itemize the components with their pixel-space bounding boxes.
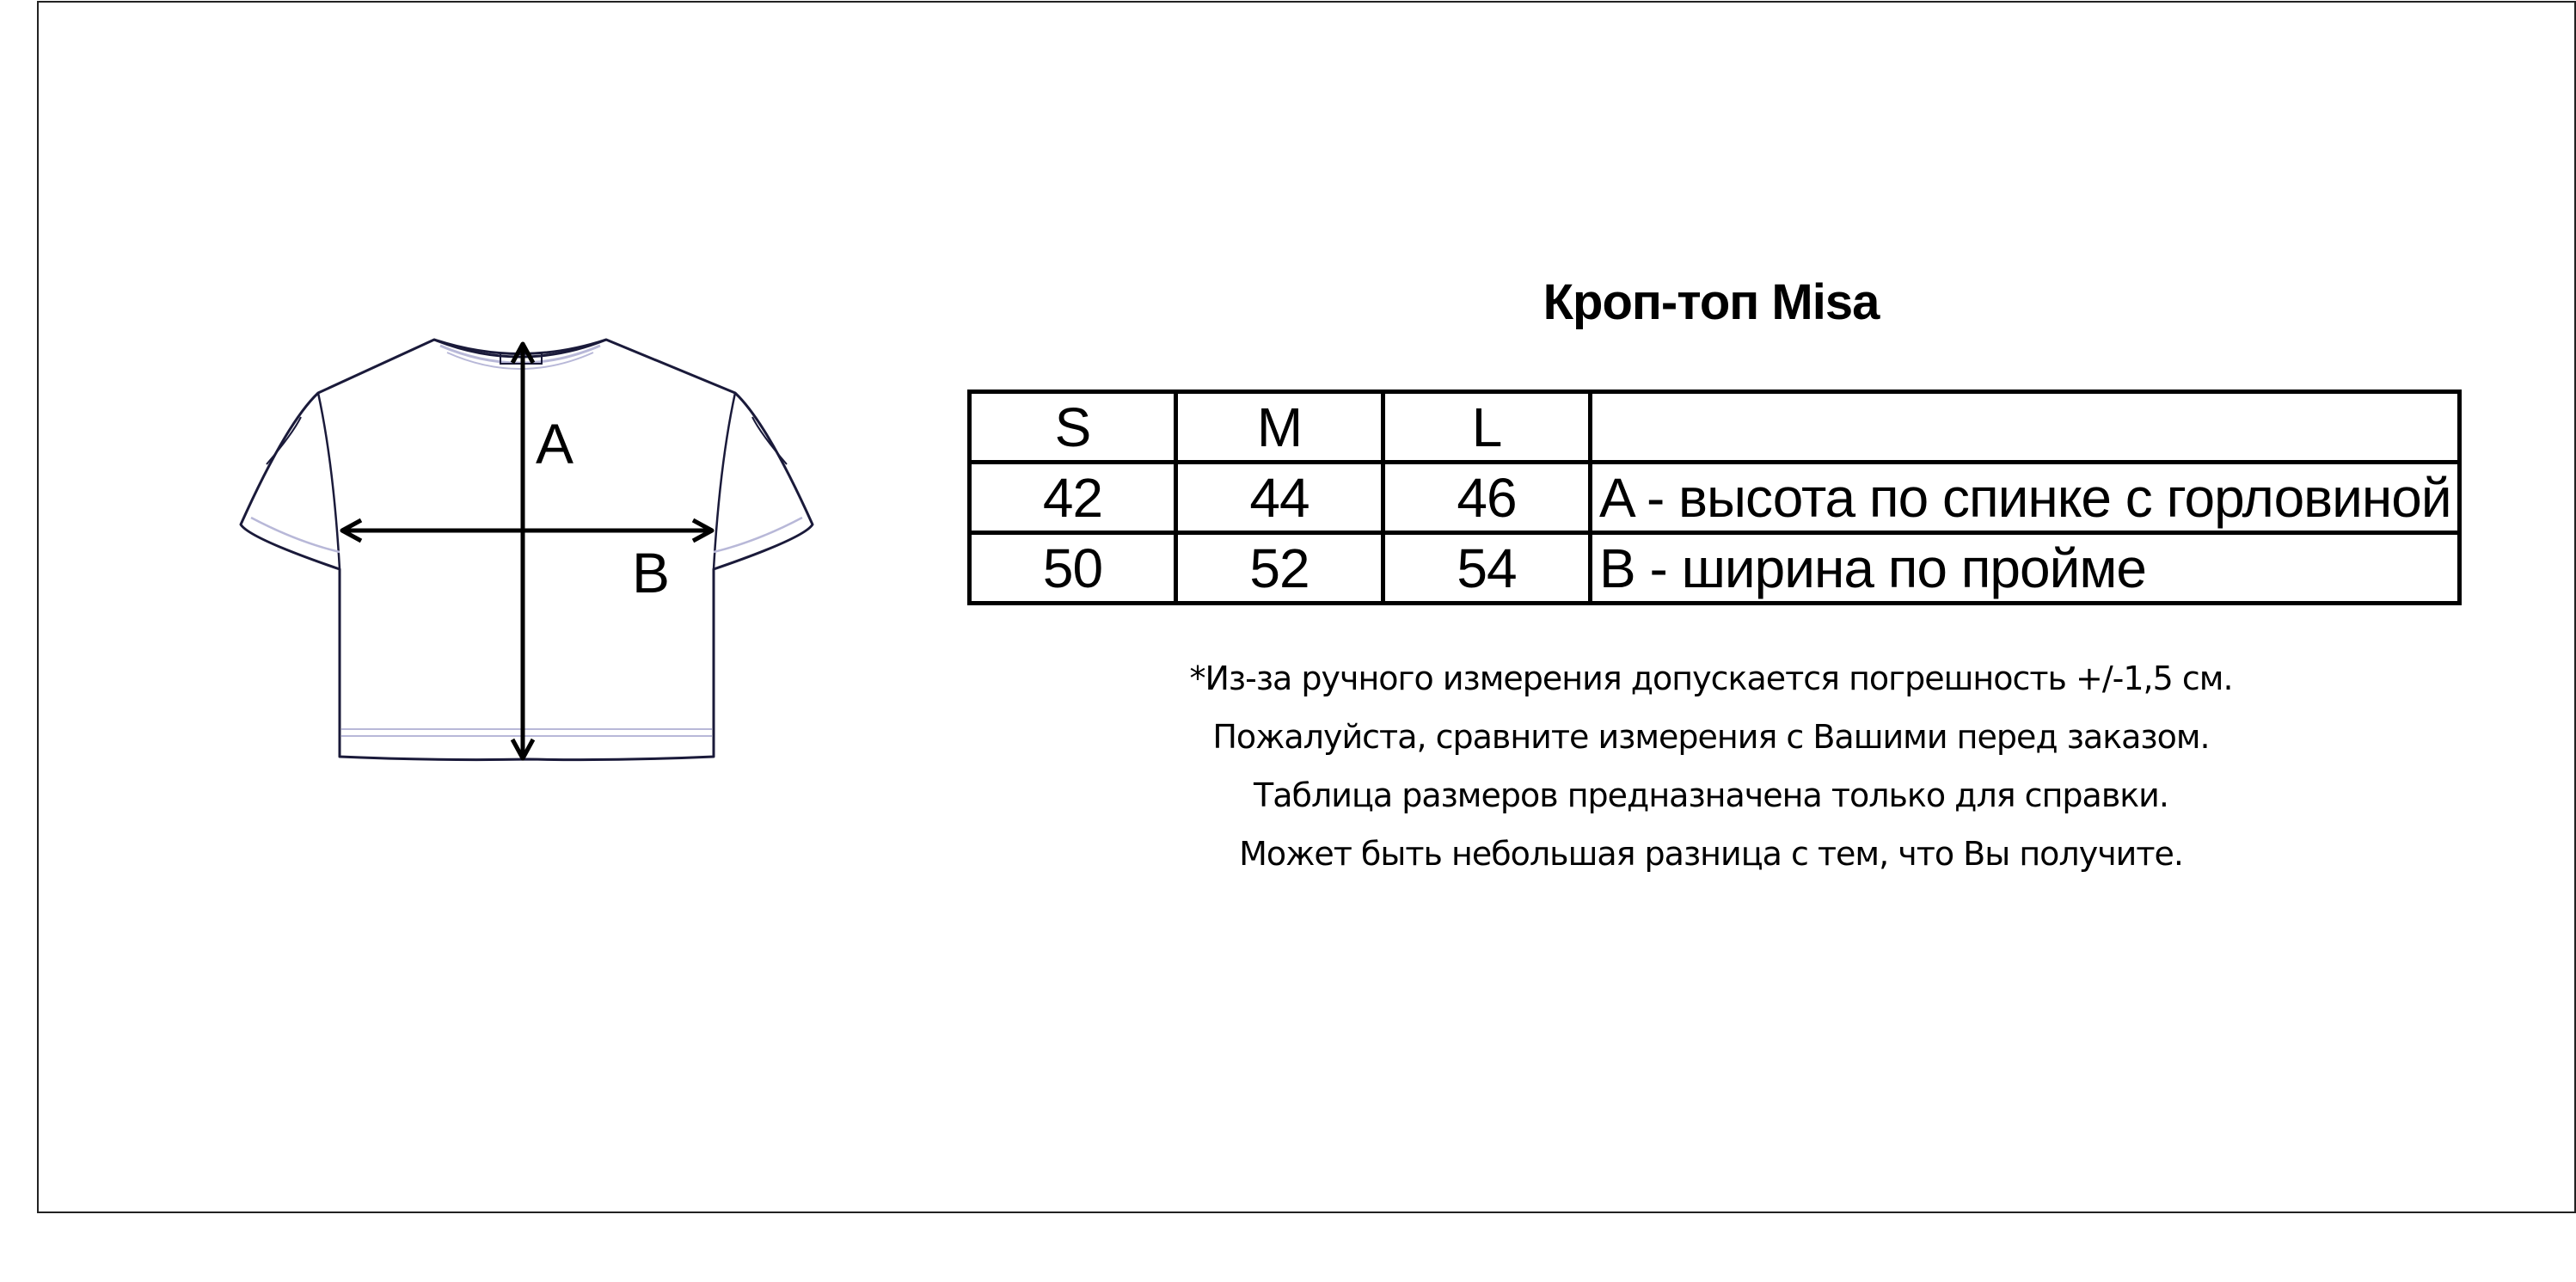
- size-header-s: S: [970, 392, 1176, 463]
- note-line: Таблица размеров предназначена только для справки.: [1254, 776, 2168, 814]
- measurement-b-label: B: [632, 541, 671, 604]
- table-cell: 42: [970, 463, 1176, 533]
- size-header-row: [970, 392, 2460, 463]
- size-table: [967, 390, 2462, 605]
- table-row: [970, 463, 2460, 533]
- table-cell: 54: [1383, 533, 1591, 604]
- table-cell: 50: [970, 533, 1176, 604]
- size-header-l: L: [1383, 392, 1591, 463]
- table-cell: 46: [1383, 463, 1591, 533]
- product-title: Кроп-топ Misa: [1543, 274, 1880, 330]
- t-shirt-icon: [232, 327, 825, 774]
- size-header-m: M: [1176, 392, 1383, 463]
- measurement-a-label: A: [536, 412, 574, 475]
- note-line: Может быть небольшая разница с тем, что Вы получите.: [1239, 835, 2183, 873]
- size-header-description: [1591, 392, 2460, 463]
- note-line: Пожалуйста, сравните измерения с Вашими перед заказом.: [1212, 718, 2210, 756]
- row-description: A - высота по спинке с горловиной: [1591, 463, 2460, 533]
- row-description: B - ширина по пройме: [1591, 533, 2460, 604]
- note-line: *Из-за ручного измерения допускается погрешность +/-1,5 см.: [1189, 659, 2233, 697]
- table-row: [970, 533, 2460, 604]
- measurement-notes: [1109, 649, 2313, 883]
- garment-diagram: [232, 327, 825, 774]
- table-cell: 44: [1176, 463, 1383, 533]
- table-cell: 52: [1176, 533, 1383, 604]
